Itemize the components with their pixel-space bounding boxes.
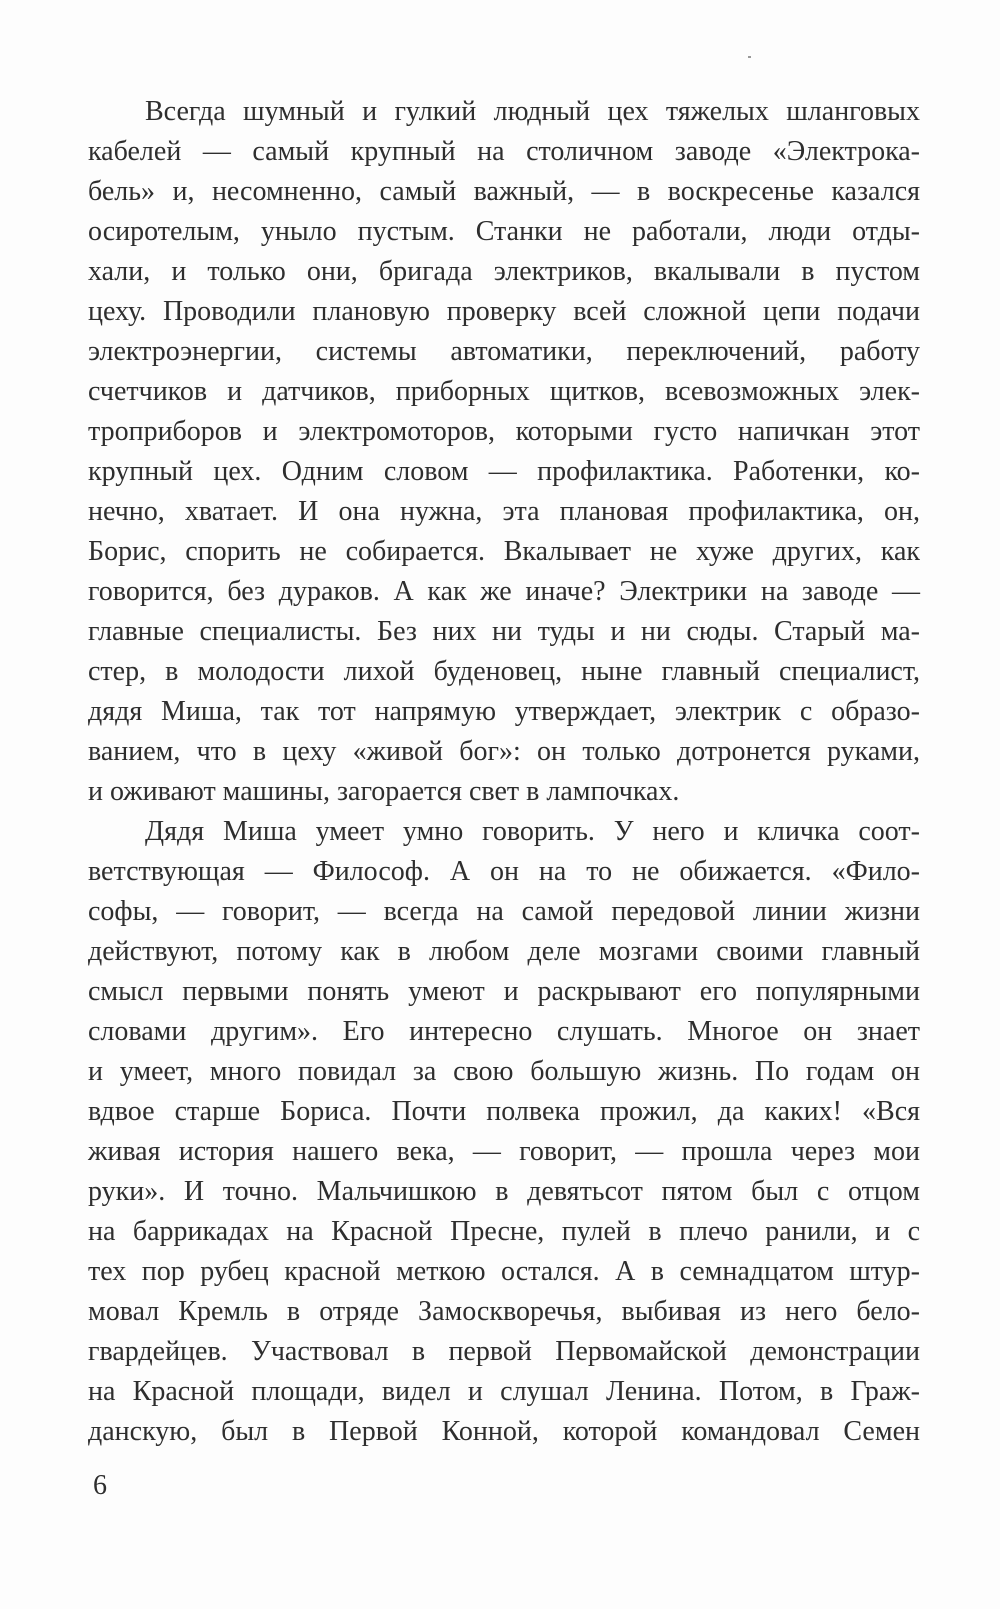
text-line: смысл первыми понять умеют и раскрывают его популярными [88,976,920,1007]
text-line: на баррикадах на Красной Пресне, пулей в плечо ранили, и с [88,1216,920,1247]
text-line: Дядя Миша умеет умно говорить. У него и кличка соот- [145,816,920,847]
text-line: и умеет, много повидал за свою большую жизнь. По годам он [88,1056,920,1087]
text-line: дядя Миша, так тот напрямую утверждает, электрик с образо- [88,696,920,727]
text-line: и оживают машины, загорается свет в лампочках. [88,776,680,807]
text-line: вдвое старше Бориса. Почти полвека прожил, да каких! «Вся [88,1096,920,1127]
text-line: крупный цех. Одним словом — профилактика. Работенки, ко- [88,456,920,487]
text-line: электроэнергии, системы автоматики, переключений, работу [88,336,920,367]
text-line: бель» и, несомненно, самый важный, — в воскресенье казался [88,176,920,207]
text-line: словами другим». Его интересно слушать. Многое он знает [88,1016,920,1047]
text-line: цеху. Проводили плановую проверку всей сложной цепи подачи [88,296,920,327]
text-line: ветствующая — Философ. А он на то не обижается. «Фило- [88,856,920,887]
text-line: живая история нашего века, — говорит, — прошла через мои [88,1136,920,1167]
text-line: нечно, хватает. И она нужна, эта плановая профилактика, он, [88,496,920,527]
text-line: данскую, был в Первой Конной, которой командовал Семен [88,1416,920,1447]
text-line: ванием, что в цеху «живой бог»: он только дотронется руками, [88,736,920,767]
text-line: говорится, без дураков. А как же иначе? Электрики на заводе — [88,576,920,607]
text-line: руки». И точно. Мальчишкою в девятьсот пятом был с отцом [88,1176,920,1207]
text-line: тех пор рубец красной меткою остался. А в семнадцатом штур- [88,1256,920,1287]
page-number: 6 [93,1470,107,1501]
text-line: хали, и только они, бригада электриков, вкалывали в пустом [88,256,920,287]
text-line: троприборов и электромоторов, которыми густо напичкан этот [88,416,920,447]
text-line: стер, в молодости лихой буденовец, ныне главный специалист, [88,656,920,687]
text-line: Борис, спорить не собирается. Вкалывает не хуже других, как [88,536,920,567]
scan-speck [748,56,751,58]
body-text [88,92,920,1452]
text-line: гвардейцев. Участвовал в первой Первомайской демонстрации [88,1336,920,1367]
text-line: на Красной площади, видел и слушал Ленина. Потом, в Граж- [88,1376,920,1407]
text-line: осиротелым, уныло пустым. Станки не работали, люди отды- [88,216,920,247]
text-line: счетчиков и датчиков, приборных щитков, всевозможных элек- [88,376,920,407]
text-line: кабелей — самый крупный на столичном заводе «Электрока- [88,136,920,167]
text-line: софы, — говорит, — всегда на самой передовой линии жизни [88,896,920,927]
text-line: Всегда шумный и гулкий людный цех тяжелых шланговых [145,96,920,127]
text-line: мовал Кремль в отряде Замоскворечья, выбивая из него бело- [88,1296,920,1327]
text-line: действуют, потому как в любом деле мозгами своими главный [88,936,920,967]
text-line: главные специалисты. Без них ни туды и ни сюды. Старый ма- [88,616,920,647]
